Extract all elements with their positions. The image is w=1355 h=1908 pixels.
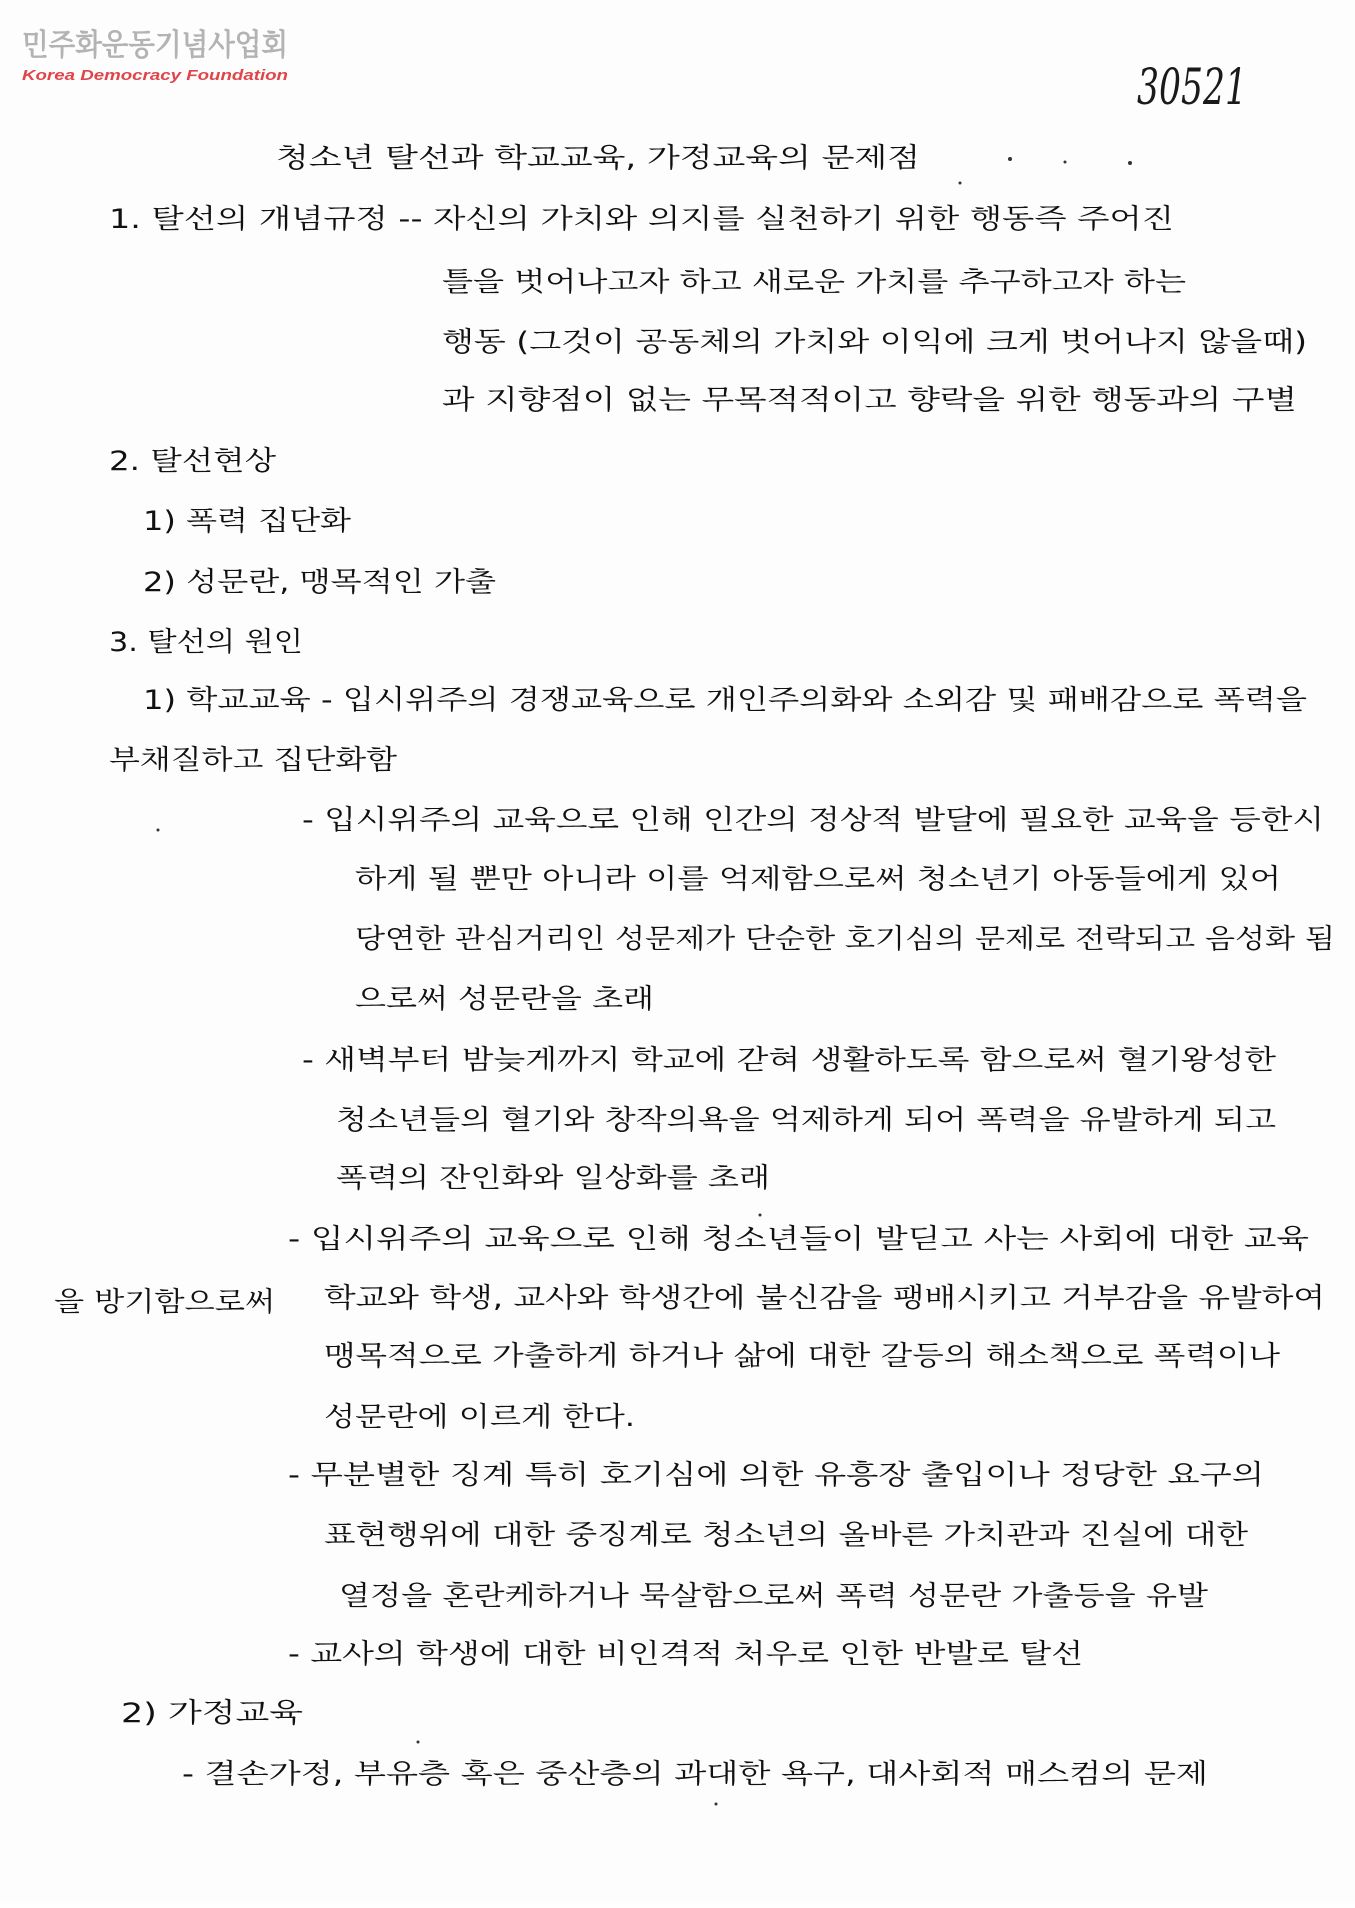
text-line: 으로써 성문란을 초래 — [355, 984, 654, 1015]
text-line: - 새벽부터 밤늦게까지 학교에 갇혀 생활하도록 함으로써 혈기왕성한 — [302, 1045, 1276, 1076]
subsection-heading: 2) 가정교육 — [121, 1698, 303, 1729]
section-causes — [54, 627, 1335, 1790]
section-heading: 2. 탈선현상 — [109, 446, 276, 477]
section-heading: 1. 탈선의 개념규정 -- 자신의 가치와 의지를 실천하기 위한 행동즉 주어진 — [109, 204, 1174, 235]
text-line: 열정을 혼란케하거나 묵살함으로써 폭력 성문란 가출등을 유발 — [339, 1581, 1208, 1612]
text-line: 학교와 학생, 교사와 학생간에 불신감을 팽배시키고 거부감을 유발하여 — [324, 1283, 1325, 1314]
document-title: 청소년 탈선과 학교교육, 가정교육의 문제점 — [276, 143, 920, 174]
text-line: - 교사의 학생에 대한 비인격적 처우로 인한 반발로 탈선 — [288, 1639, 1083, 1670]
list-item: 1) 폭력 집단화 — [143, 506, 351, 537]
text-line: - 무분별한 징계 특히 호기심에 의한 유흥장 출입이나 정당한 요구의 — [288, 1460, 1264, 1491]
text-line: 과 지향점이 없는 무목적적이고 향락을 위한 행동과의 구별 — [442, 385, 1297, 416]
text-line: 부채질하고 집단화함 — [109, 745, 397, 776]
section-phenomena — [109, 446, 496, 598]
bullet-point — [54, 1224, 1325, 1433]
text-line: 하게 될 뿐만 아니라 이를 억제함으로써 청소년기 아동들에게 있어 — [355, 864, 1281, 895]
text-line: - 결손가정, 부유층 혹은 중산층의 과대한 욕구, 대사회적 매스컴의 문제 — [182, 1759, 1208, 1790]
text-line: 성문란에 이르게 한다. — [324, 1402, 635, 1433]
section-definition — [109, 204, 1307, 416]
bullet-point — [288, 1639, 1083, 1670]
text-line: 폭력의 잔인화와 일상화를 초래 — [336, 1163, 770, 1194]
watermark — [22, 28, 288, 84]
margin-note: 을 방기함으로써 — [54, 1287, 275, 1318]
watermark-korean: 민주화운동기념사업회 — [22, 28, 288, 63]
text-line: - 입시위주의 교육으로 인해 청소년들이 발딛고 사는 사회에 대한 교육 — [288, 1224, 1309, 1255]
text-line: 표현행위에 대한 중징계로 청소년의 올바른 가치관과 진실에 대한 — [324, 1520, 1248, 1551]
watermark-english: Korea Democracy Foundation — [22, 67, 288, 84]
subsection-home-education — [121, 1698, 1208, 1790]
text-line: 청소년들의 혈기와 창작의욕을 억제하게 되어 폭력을 유발하게 되고 — [336, 1105, 1276, 1136]
text-line: 맹목적으로 가출하게 하거나 삶에 대한 갈등의 해소책으로 폭력이나 — [324, 1341, 1280, 1372]
list-item: 2) 성문란, 맹목적인 가출 — [143, 567, 496, 598]
text-line: 행동 (그것이 공동체의 가치와 이익에 크게 벗어나지 않을때) — [442, 327, 1307, 358]
bullet-point — [302, 1045, 1276, 1194]
text-line: - 입시위주의 교육으로 인해 인간의 정상적 발달에 필요한 교육을 등한시 — [302, 805, 1324, 836]
page-number: 30521 — [1137, 58, 1247, 116]
section-heading: 3. 탈선의 원인 — [109, 627, 303, 658]
subsection-heading: 1) 학교교육 - 입시위주의 경쟁교육으로 개인주의화와 소외감 및 패배감으로 폭력을 — [143, 685, 1307, 716]
bullet-point — [288, 1460, 1264, 1612]
text-line: 당연한 관심거리인 성문제가 단순한 호기심의 문제로 전락되고 음성화 됨 — [355, 924, 1335, 955]
subsection-school-education — [54, 685, 1335, 1670]
text-line: 틀을 벗어나고자 하고 새로운 가치를 추구하고자 하는 — [442, 267, 1186, 298]
bullet-point — [302, 805, 1335, 1015]
